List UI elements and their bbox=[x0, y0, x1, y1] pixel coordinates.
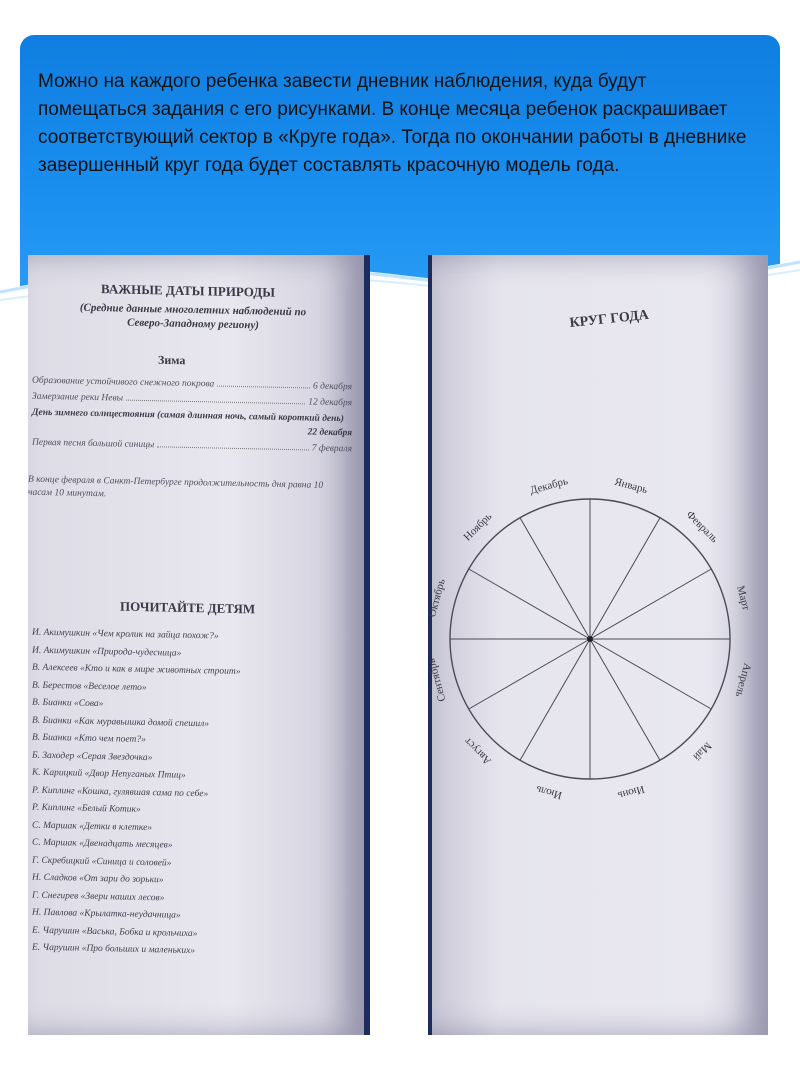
month-label: Декабрь bbox=[528, 475, 570, 497]
right-book-photo bbox=[425, 255, 768, 1035]
date-row: День зимнего солнцестояния (самая длинная ночь, самый короткий день) 22 декабря bbox=[32, 407, 352, 439]
month-label: Март bbox=[734, 584, 753, 612]
right-book-page bbox=[425, 255, 768, 1035]
month-label: Сентябрь bbox=[425, 657, 449, 703]
book-entry: И. Акимушкин «Природа-чудесница» bbox=[32, 645, 182, 659]
sector-divider bbox=[469, 569, 590, 639]
book-entry: Н. Павлова «Крылатка-неудачница» bbox=[32, 907, 181, 921]
nature-dates-title: ВАЖНЫЕ ДАТЫ ПРИРОДЫ bbox=[101, 281, 275, 300]
reading-list bbox=[28, 628, 358, 975]
date-row: Образование устойчивого снежного покрова 6 декабря bbox=[32, 375, 352, 393]
year-circle-diagram bbox=[425, 255, 768, 1035]
book-entry: Н. Сладков «От зари до зорьки» bbox=[32, 872, 164, 886]
book-entry: С. Маршак «Двенадцать месяцев» bbox=[32, 837, 173, 851]
daylight-note: В конце февраля в Санкт-Петербурге продолжительность дня равна 10 часам 10 минутам. bbox=[28, 474, 324, 500]
season-heading: Зима bbox=[158, 352, 186, 368]
left-book-page bbox=[28, 255, 364, 1035]
sector-divider bbox=[590, 569, 711, 639]
book-entry: Е. Чарушин «Васька, Бобка и крольчиха» bbox=[32, 925, 198, 939]
book-entry: Г. Снегирев «Звери наших лесов» bbox=[32, 890, 165, 903]
book-entry: В. Берестов «Веселое лето» bbox=[32, 680, 147, 693]
dates-list bbox=[32, 375, 352, 455]
book-entry: К. Карицкий «Двор Непуганых Птиц» bbox=[32, 767, 186, 781]
date-row: Первая песня большой синицы 7 февраля bbox=[32, 437, 352, 455]
intro-paragraph: Можно на каждого ребенка завести дневник наблюдения, куда будут помещаться задания с его рисунками. В конце месяца ребенок раскрашивает соответствующий сектор в «Круге года». Тогда по окончании работы в дневнике завершенный круг года будет составлять красочную модель года. bbox=[38, 71, 747, 176]
date-row: Замерзание реки Невы 12 декабря bbox=[32, 391, 352, 409]
sector-divider bbox=[590, 639, 711, 709]
month-label: Январь bbox=[613, 475, 649, 497]
sector-divider bbox=[520, 639, 590, 760]
month-label: Июнь bbox=[616, 782, 646, 802]
book-entry: И. Акимушкин «Чем кролик на зайца похож?» bbox=[32, 627, 219, 642]
book-entry: Р. Киплинг «Кошка, гулявшая сама по себе» bbox=[32, 785, 209, 799]
month-label: Апрель bbox=[732, 661, 754, 699]
book-entry: В. Алексеев «Кто и как в мире животных строит» bbox=[32, 662, 241, 677]
book-entry: Е. Чарушин «Про больших и маленьких» bbox=[32, 942, 196, 957]
reading-list-title: ПОЧИТАЙТЕ ДЕТЯМ bbox=[120, 598, 256, 617]
sector-divider bbox=[590, 518, 660, 639]
nature-dates-subtitle: (Средние данные многолетних наблюдений по Северо-Западному региону) bbox=[79, 301, 307, 332]
left-book-photo bbox=[28, 255, 370, 1035]
book-entry: С. Маршак «Детки в клетке» bbox=[32, 820, 153, 833]
month-label: Август bbox=[462, 735, 494, 767]
month-label: Июль bbox=[534, 782, 564, 802]
sector-divider bbox=[520, 518, 590, 639]
book-entry: Б. Заходер «Серая Звездочка» bbox=[32, 750, 153, 763]
book-entry: Р. Киплинг «Белый Котик» bbox=[32, 802, 141, 815]
book-entry: В. Бианки «Как муравьишка домой спешил» bbox=[32, 715, 210, 729]
sector-divider bbox=[590, 639, 660, 760]
month-label: Ноябрь bbox=[461, 510, 495, 544]
month-label: Май bbox=[690, 739, 714, 763]
year-circle-center bbox=[587, 636, 593, 642]
month-label: Февраль bbox=[683, 508, 721, 546]
sector-divider bbox=[469, 639, 590, 709]
year-circle-title: КРУГ ГОДА bbox=[568, 307, 650, 331]
book-entry: В. Бианки «Сова» bbox=[32, 697, 104, 710]
book-entry: Г. Скребицкий «Синица и соловей» bbox=[32, 855, 172, 869]
book-entry: В. Бианки «Кто чем поет?» bbox=[32, 732, 146, 746]
month-label: Октябрь bbox=[426, 577, 448, 619]
